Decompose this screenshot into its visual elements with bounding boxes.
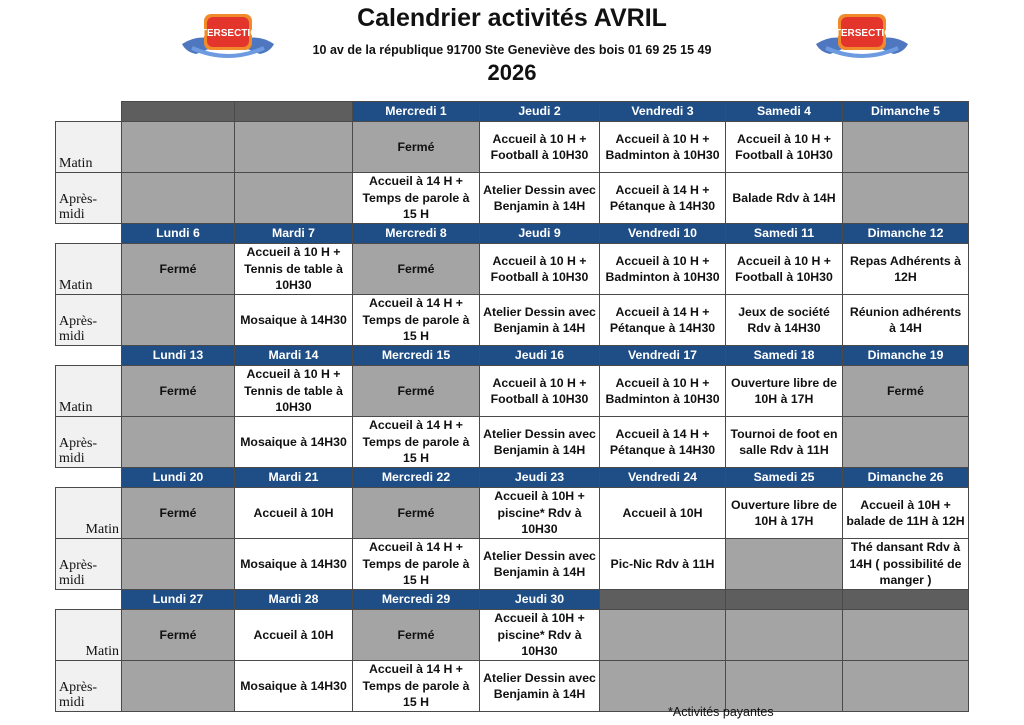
corner-blank-cell bbox=[56, 590, 122, 610]
activity-cell: Atelier Dessin avec Benjamin à 14H bbox=[480, 661, 600, 712]
closed-cell: Fermé bbox=[353, 610, 480, 661]
empty-cell bbox=[600, 610, 726, 661]
day-header-cell: Jeudi 23 bbox=[480, 468, 600, 488]
empty-cell bbox=[726, 539, 843, 590]
day-header-cell: Dimanche 26 bbox=[843, 468, 969, 488]
day-header-cell: Mardi 7 bbox=[235, 224, 353, 244]
morning-row bbox=[56, 244, 969, 295]
period-label-afternoon: Après-midi bbox=[56, 417, 122, 468]
activity-cell: Jeux de société Rdv à 14H30 bbox=[726, 295, 843, 346]
week-header-row bbox=[56, 224, 969, 244]
activity-cell: Thé dansant Rdv à 14H ( possibilité de manger ) bbox=[843, 539, 969, 590]
activity-cell: Atelier Dessin avec Benjamin à 14H bbox=[480, 539, 600, 590]
period-label-morning: Matin bbox=[56, 244, 122, 295]
empty-day-header-cell bbox=[122, 102, 235, 122]
closed-cell: Fermé bbox=[122, 488, 235, 539]
empty-cell bbox=[843, 661, 969, 712]
activity-cell: Ouverture libre de 10H à 17H bbox=[726, 488, 843, 539]
corner-blank-cell bbox=[56, 224, 122, 244]
activity-cell: Accueil à 10 H + Badminton à 10H30 bbox=[600, 366, 726, 417]
activity-cell: Accueil à 14 H + Pétanque à 14H30 bbox=[600, 417, 726, 468]
period-label-afternoon: Après-midi bbox=[56, 173, 122, 224]
empty-cell bbox=[726, 610, 843, 661]
day-header-cell: Jeudi 2 bbox=[480, 102, 600, 122]
day-header-cell: Samedi 4 bbox=[726, 102, 843, 122]
closed-cell: Fermé bbox=[353, 244, 480, 295]
morning-row bbox=[56, 610, 969, 661]
week-header-row bbox=[56, 590, 969, 610]
closed-cell: Fermé bbox=[122, 366, 235, 417]
closed-cell: Fermé bbox=[122, 610, 235, 661]
activity-cell: Accueil à 10 H + Football à 10H30 bbox=[480, 366, 600, 417]
activity-cell: Accueil à 10H + piscine* Rdv à 10H30 bbox=[480, 488, 600, 539]
closed-cell: Fermé bbox=[843, 366, 969, 417]
day-header-cell: Mercredi 22 bbox=[353, 468, 480, 488]
page-title: Calendrier activités AVRIL bbox=[357, 4, 667, 32]
empty-day-header-cell bbox=[843, 590, 969, 610]
day-header-cell: Dimanche 12 bbox=[843, 224, 969, 244]
activity-cell: Accueil à 14 H + Temps de parole à 15 H bbox=[353, 661, 480, 712]
day-header-cell: Vendredi 3 bbox=[600, 102, 726, 122]
day-header-cell: Vendredi 24 bbox=[600, 468, 726, 488]
activity-cell: Mosaique à 14H30 bbox=[235, 295, 353, 346]
empty-cell bbox=[122, 417, 235, 468]
day-header-cell: Lundi 20 bbox=[122, 468, 235, 488]
day-header-cell: Mardi 14 bbox=[235, 346, 353, 366]
period-label-morning: Matin bbox=[56, 610, 122, 661]
day-header-cell: Samedi 25 bbox=[726, 468, 843, 488]
empty-cell bbox=[600, 661, 726, 712]
period-label-afternoon: Après-midi bbox=[56, 661, 122, 712]
day-header-cell: Mercredi 1 bbox=[353, 102, 480, 122]
morning-row bbox=[56, 366, 969, 417]
period-label-morning: Matin bbox=[56, 488, 122, 539]
period-label-afternoon: Après-midi bbox=[56, 539, 122, 590]
day-header-cell: Lundi 6 bbox=[122, 224, 235, 244]
day-header-cell: Jeudi 16 bbox=[480, 346, 600, 366]
empty-cell bbox=[843, 173, 969, 224]
corner-blank-cell bbox=[56, 102, 122, 122]
empty-cell bbox=[843, 610, 969, 661]
corner-blank-cell bbox=[56, 468, 122, 488]
activity-cell: Mosaique à 14H30 bbox=[235, 417, 353, 468]
empty-cell bbox=[122, 122, 235, 173]
closed-cell: Fermé bbox=[353, 366, 480, 417]
day-header-cell: Lundi 27 bbox=[122, 590, 235, 610]
activity-cell: Tournoi de foot en salle Rdv à 11H bbox=[726, 417, 843, 468]
morning-row bbox=[56, 122, 969, 173]
year-label: 2026 bbox=[487, 60, 537, 85]
empty-cell bbox=[726, 661, 843, 712]
day-header-cell: Mercredi 8 bbox=[353, 224, 480, 244]
day-header-cell: Mercredi 29 bbox=[353, 590, 480, 610]
week-header-row bbox=[56, 346, 969, 366]
activity-cell: Pic-Nic Rdv à 11H bbox=[600, 539, 726, 590]
activity-cell: Ouverture libre de 10H à 17H bbox=[726, 366, 843, 417]
empty-cell bbox=[122, 661, 235, 712]
activity-cell: Accueil à 10 H + Badminton à 10H30 bbox=[600, 122, 726, 173]
empty-cell bbox=[122, 173, 235, 224]
activity-cell: Accueil à 10 H + Football à 10H30 bbox=[726, 122, 843, 173]
activity-calendar bbox=[55, 101, 969, 712]
address-line: 10 av de la république 91700 Ste Geneviève des bois 01 69 25 15 49 bbox=[312, 43, 712, 57]
week-header-row bbox=[56, 102, 969, 122]
activity-cell: Accueil à 14 H + Temps de parole à 15 H bbox=[353, 295, 480, 346]
afternoon-row bbox=[56, 295, 969, 346]
period-label-afternoon: Après-midi bbox=[56, 295, 122, 346]
activity-cell: Accueil à 14 H + Temps de parole à 15 H bbox=[353, 173, 480, 224]
afternoon-row bbox=[56, 417, 969, 468]
activity-cell: Accueil à 10H bbox=[235, 610, 353, 661]
empty-day-header-cell bbox=[726, 590, 843, 610]
afternoon-row bbox=[56, 539, 969, 590]
period-label-morning: Matin bbox=[56, 366, 122, 417]
activity-cell: Accueil à 10H bbox=[600, 488, 726, 539]
activity-cell: Accueil à 10H + piscine* Rdv à 10H30 bbox=[480, 610, 600, 661]
activity-cell: Accueil à 10 H + Football à 10H30 bbox=[480, 244, 600, 295]
empty-day-header-cell bbox=[600, 590, 726, 610]
activity-cell: Accueil à 14 H + Pétanque à 14H30 bbox=[600, 295, 726, 346]
activity-cell: Accueil à 10 H + Tennis de table à 10H30 bbox=[235, 244, 353, 295]
activity-cell: Accueil à 10 H + Badminton à 10H30 bbox=[600, 244, 726, 295]
day-header-cell: Mercredi 15 bbox=[353, 346, 480, 366]
activity-cell: Accueil à 10 H + Football à 10H30 bbox=[480, 122, 600, 173]
activity-cell: Accueil à 14 H + Pétanque à 14H30 bbox=[600, 173, 726, 224]
afternoon-row bbox=[56, 661, 969, 712]
day-header-cell: Vendredi 17 bbox=[600, 346, 726, 366]
closed-cell: Fermé bbox=[353, 122, 480, 173]
activity-cell: Accueil à 10H + balade de 11H à 12H bbox=[843, 488, 969, 539]
day-header-cell: Samedi 11 bbox=[726, 224, 843, 244]
empty-cell bbox=[843, 417, 969, 468]
activity-cell: Mosaique à 14H30 bbox=[235, 539, 353, 590]
footnote: *Activités payantes bbox=[668, 705, 774, 719]
activity-cell: Accueil à 10 H + Football à 10H30 bbox=[726, 244, 843, 295]
period-label-morning: Matin bbox=[56, 122, 122, 173]
day-header-cell: Mardi 28 bbox=[235, 590, 353, 610]
empty-cell bbox=[122, 295, 235, 346]
activity-cell: Mosaique à 14H30 bbox=[235, 661, 353, 712]
empty-cell bbox=[235, 173, 353, 224]
activity-cell: Accueil à 14 H + Temps de parole à 15 H bbox=[353, 539, 480, 590]
day-header-cell: Jeudi 9 bbox=[480, 224, 600, 244]
day-header-cell: Samedi 18 bbox=[726, 346, 843, 366]
activity-cell: Réunion adhérents à 14H bbox=[843, 295, 969, 346]
closed-cell: Fermé bbox=[353, 488, 480, 539]
activity-cell: Accueil à 14 H + Temps de parole à 15 H bbox=[353, 417, 480, 468]
empty-day-header-cell bbox=[235, 102, 353, 122]
corner-blank-cell bbox=[56, 346, 122, 366]
closed-cell: Fermé bbox=[122, 244, 235, 295]
empty-cell bbox=[843, 122, 969, 173]
day-header-cell: Vendredi 10 bbox=[600, 224, 726, 244]
activity-cell: Atelier Dessin avec Benjamin à 14H bbox=[480, 417, 600, 468]
day-header-cell: Dimanche 19 bbox=[843, 346, 969, 366]
activity-cell: Accueil à 10H bbox=[235, 488, 353, 539]
activity-cell: Accueil à 10 H + Tennis de table à 10H30 bbox=[235, 366, 353, 417]
afternoon-row bbox=[56, 173, 969, 224]
activity-cell: Repas Adhérents à 12H bbox=[843, 244, 969, 295]
activity-cell: Balade Rdv à 14H bbox=[726, 173, 843, 224]
day-header-cell: Lundi 13 bbox=[122, 346, 235, 366]
day-header-cell: Jeudi 30 bbox=[480, 590, 600, 610]
week-header-row bbox=[56, 468, 969, 488]
activity-cell: Atelier Dessin avec Benjamin à 14H bbox=[480, 173, 600, 224]
svg-text:INTERSECTION: INTERSECTION bbox=[190, 28, 266, 39]
empty-cell bbox=[235, 122, 353, 173]
activity-cell: Atelier Dessin avec Benjamin à 14H bbox=[480, 295, 600, 346]
day-header-cell: Dimanche 5 bbox=[843, 102, 969, 122]
day-header-cell: Mardi 21 bbox=[235, 468, 353, 488]
empty-cell bbox=[122, 539, 235, 590]
svg-text:INTERSECTION: INTERSECTION bbox=[824, 28, 900, 39]
morning-row bbox=[56, 488, 969, 539]
